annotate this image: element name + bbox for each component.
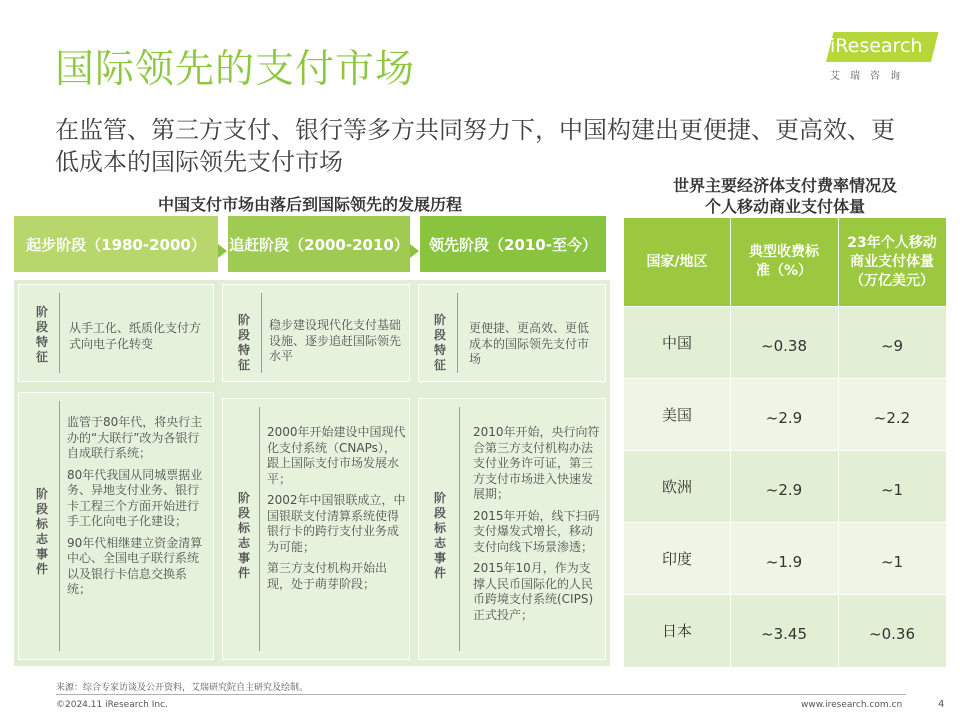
copyright: ©2024.11 iResearch Inc. bbox=[56, 700, 168, 710]
stage-2-feature-card bbox=[222, 284, 410, 382]
page-title: 国际领先的支付市场 bbox=[55, 47, 416, 92]
list-item: 第三方支付机构开始出现，处于萌芽阶段； bbox=[267, 561, 388, 591]
table-cell: ~0.36 bbox=[869, 625, 915, 643]
table-row bbox=[624, 450, 946, 522]
table-cell: ~1 bbox=[880, 553, 904, 571]
table-cell: 日本 bbox=[661, 621, 692, 640]
list-item: 80年代我国从同城票据业务、异地支付业务、银行卡工程三个方面开始进行手工化向电子化建设； bbox=[67, 467, 203, 528]
column-header: 23年个人移动商业支付体量（万亿美元） bbox=[847, 234, 937, 289]
iresearch-logo bbox=[826, 32, 931, 84]
stage-3-feature-card bbox=[418, 284, 606, 382]
table-cell: ~0.38 bbox=[761, 337, 807, 355]
footer-divider bbox=[56, 694, 906, 695]
stage-3-header: 领先阶段（2010-至今） bbox=[420, 216, 606, 272]
stage-1-feature-text: 从手工化、纸质化支付方式向电子化转变 bbox=[69, 321, 202, 351]
table-row bbox=[624, 594, 946, 667]
row-divider bbox=[624, 378, 946, 379]
stage-1-feature-card bbox=[18, 284, 214, 382]
row-divider bbox=[624, 594, 946, 595]
feature-label: 阶段特征 bbox=[35, 305, 48, 364]
chevron-right-icon bbox=[410, 244, 419, 258]
table-title-line-2: 个人移动商业支付体量 bbox=[704, 197, 865, 216]
list-item: 监管于80年代，将央行主办的“大联行”改为各银行自成联行系统； bbox=[67, 415, 203, 460]
table-cell: ~1 bbox=[880, 481, 904, 499]
page-number: 4 bbox=[938, 699, 945, 710]
table-cell: ~2.9 bbox=[765, 481, 803, 499]
feature-label: 阶段特征 bbox=[433, 313, 446, 372]
events-label: 阶段标志事件 bbox=[35, 487, 48, 576]
table-cell: 美国 bbox=[661, 405, 692, 424]
stage-2-events-card bbox=[222, 398, 410, 660]
table-cell: ~2.2 bbox=[873, 409, 911, 427]
stage-1-events-list bbox=[67, 415, 209, 604]
row-divider bbox=[624, 306, 946, 307]
table-cell: 中国 bbox=[661, 333, 692, 352]
table-title bbox=[626, 175, 944, 217]
divider bbox=[59, 293, 60, 373]
list-item: 2015年开始，线下扫码支付爆发式增长，移动支付向线下场景渗透； bbox=[473, 508, 600, 554]
table-title-line-1: 世界主要经济体支付费率情况及 bbox=[672, 176, 897, 195]
column-divider bbox=[838, 218, 839, 667]
fee-rate-table bbox=[624, 218, 946, 667]
table-cell: ~3.45 bbox=[761, 625, 807, 643]
table-cell: ~2.9 bbox=[765, 409, 803, 427]
table-row bbox=[624, 378, 946, 450]
logo-wordmark: iResearch bbox=[830, 35, 923, 57]
list-item: 2002年中国银联成立，中国银联支付清算系统使得银行卡的跨行支付业务成为可能； bbox=[267, 493, 406, 554]
row-divider bbox=[624, 522, 946, 523]
divider bbox=[259, 407, 260, 651]
table-cell: 印度 bbox=[661, 549, 692, 568]
events-label: 阶段标志事件 bbox=[237, 491, 250, 580]
stage-2-feature-text: 稳步建设现代化支付基础设施、逐步追赶国际领先水平 bbox=[269, 318, 402, 363]
feature-label: 阶段特征 bbox=[237, 313, 250, 372]
table-cell: 欧洲 bbox=[661, 477, 692, 496]
page-subtitle: 在监管、第三方支付、银行等多方共同努力下，中国构建出更便捷、更高效、更低成本的国际领先支付市场 bbox=[55, 116, 895, 176]
divider bbox=[459, 407, 460, 651]
logo-subtitle: 艾瑞咨询 bbox=[830, 71, 910, 82]
divider bbox=[457, 293, 458, 373]
stage-2-events-list bbox=[267, 425, 407, 598]
stage-3-events-list bbox=[473, 425, 601, 629]
stage-3-events-card bbox=[418, 398, 606, 660]
list-item: 2000年开始建设中国现代化支付系统（CNAPs），跟上国际支付市场发展水平； bbox=[267, 425, 406, 486]
list-item: 2010年开始，央行向符合第三方支付机构办法支付业务许可证，第三方支付市场进入快速发展期； bbox=[473, 425, 600, 501]
column-header: 国家/地区 bbox=[646, 253, 708, 270]
list-item: 2015年10月，作为支撑人民币国际化的人民币跨境支付系统(CIPS)正式投产； bbox=[473, 561, 594, 622]
stage-1-events-card bbox=[18, 392, 214, 660]
source-note: 来源：综合专家访谈及公开资料，艾瑞研究院自主研究及绘制。 bbox=[56, 683, 309, 693]
list-item: 90年代相继建立资金清算中心、全国电子联行系统以及银行卡信息交换系统； bbox=[67, 535, 203, 596]
chevron-right-icon bbox=[218, 244, 227, 258]
events-label: 阶段标志事件 bbox=[433, 491, 446, 580]
stage-1-header: 起步阶段（1980-2000） bbox=[14, 216, 218, 272]
table-cell: ~1.9 bbox=[765, 553, 803, 571]
table-cell: ~9 bbox=[880, 337, 904, 355]
divider bbox=[261, 293, 262, 373]
table-row bbox=[624, 522, 946, 594]
timeline-title: 中国支付市场由落后到国际领先的发展历程 bbox=[157, 195, 462, 214]
column-header: 典型收费标准（%） bbox=[749, 244, 819, 279]
website-link[interactable]: www.iresearch.com.cn bbox=[801, 700, 903, 710]
column-divider bbox=[730, 218, 731, 667]
row-divider bbox=[624, 450, 946, 451]
stage-3-feature-text: 更便捷、更高效、更低成本的国际领先支付市场 bbox=[469, 321, 590, 366]
table-row bbox=[624, 306, 946, 378]
table-header bbox=[624, 218, 946, 306]
stage-2-header: 追赶阶段（2000-2010） bbox=[228, 216, 410, 272]
divider bbox=[59, 401, 60, 651]
